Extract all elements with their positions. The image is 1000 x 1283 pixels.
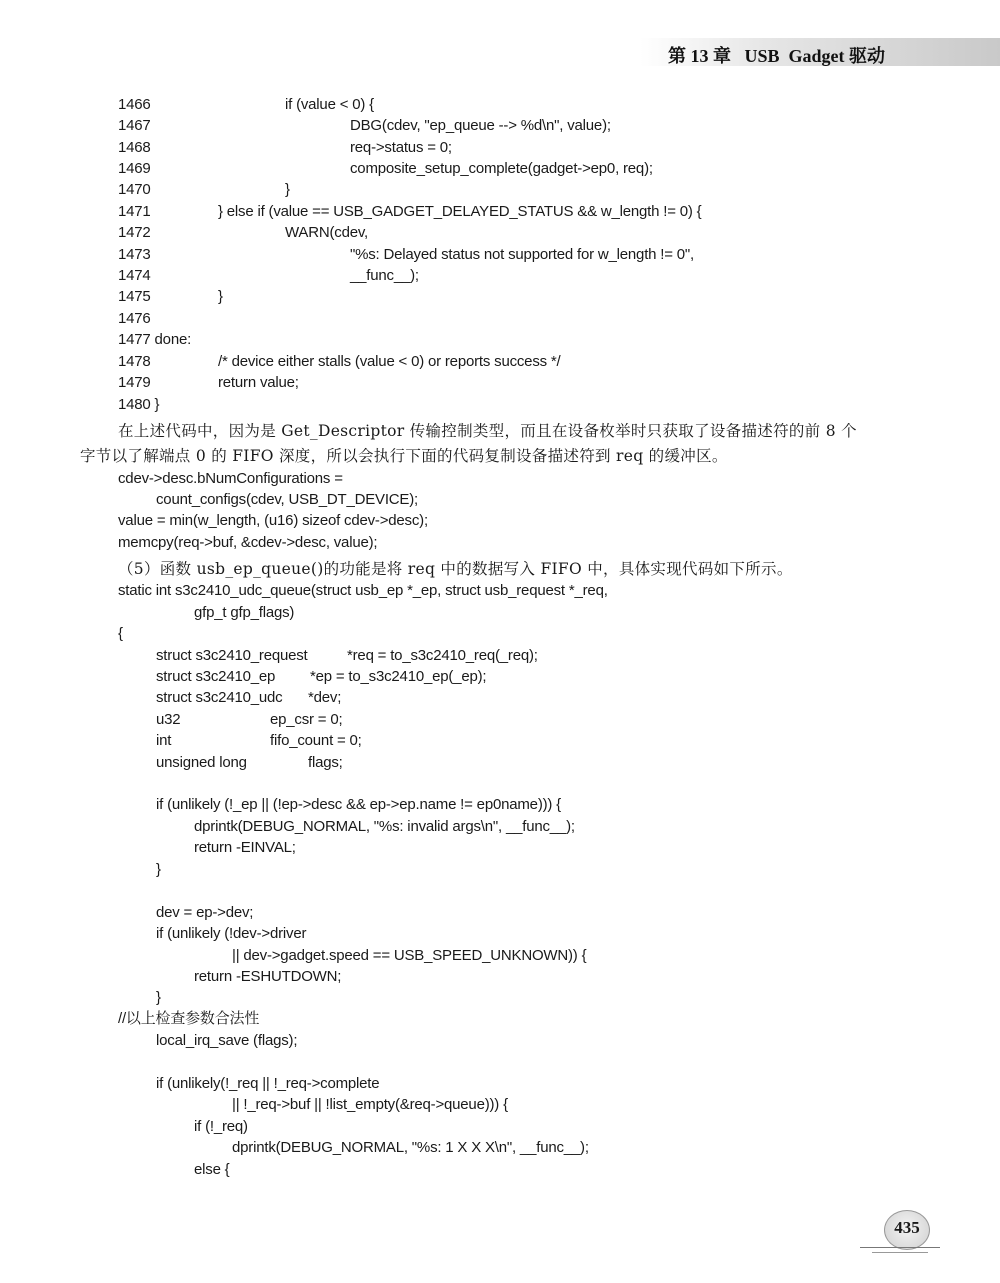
code-line: cdev->desc.bNumConfigurations = <box>118 470 343 487</box>
paragraph-line: 字节以了解端点 0 的 FIFO 深度，所以会执行下面的代码复制设备描述符到 req 的缓冲区。 <box>80 447 728 465</box>
code-line: || !_req->buf || !list_empty(&req->queue))) { <box>232 1096 508 1113</box>
code-line: "%s: Delayed status not supported for w_length != 0", <box>350 246 695 263</box>
line-number: 1467 <box>118 117 151 134</box>
line-number: 1480 } <box>118 396 160 413</box>
page-number: 435 <box>894 1218 920 1237</box>
code-line: dprintk(DEBUG_NORMAL, "%s: 1 X X X\n", __func__); <box>232 1139 589 1156</box>
line-number: 1476 <box>118 310 151 327</box>
line-number: 1473 <box>118 246 151 263</box>
code-line: else { <box>194 1161 230 1178</box>
line-number: 1472 <box>118 224 151 241</box>
code-line: value = min(w_length, (u16) sizeof cdev->desc); <box>118 512 428 529</box>
code-line: struct s3c2410_udc <box>156 689 283 706</box>
code-line: } else if (value == USB_GADGET_DELAYED_STATUS && w_length != 0) { <box>218 203 702 220</box>
code-line: dev = ep->dev; <box>156 904 254 921</box>
code-line: { <box>118 625 123 642</box>
code-line: return -EINVAL; <box>194 839 296 856</box>
code-line: memcpy(req->buf, &cdev->desc, value); <box>118 534 378 551</box>
code-line: unsigned long <box>156 754 247 771</box>
code-line: ep_csr = 0; <box>270 711 343 728</box>
code-line: } <box>218 288 223 305</box>
line-number: 1474 <box>118 267 151 284</box>
code-line: gfp_t gfp_flags) <box>194 604 295 621</box>
chapter-header-title: 第 13 章 USB Gadget 驱动 <box>668 46 886 66</box>
code-line: dprintk(DEBUG_NORMAL, "%s: invalid args\n", __func__); <box>194 818 575 835</box>
code-line: if (value < 0) { <box>285 96 374 113</box>
code-line: } <box>156 989 161 1006</box>
line-number: 1478 <box>118 353 151 370</box>
line-number: 1477 done: <box>118 331 192 348</box>
code-line: if (!_req) <box>194 1118 248 1135</box>
line-number: 1475 <box>118 288 151 305</box>
line-number: 1470 <box>118 181 151 198</box>
code-line: fifo_count = 0; <box>270 732 362 749</box>
code-line: static int s3c2410_udc_queue(struct usb_ep *_ep, struct usb_request *_req, <box>118 582 608 599</box>
code-line: __func__); <box>350 267 419 284</box>
code-line: int <box>156 732 172 749</box>
line-number: 1471 <box>118 203 151 220</box>
code-line: count_configs(cdev, USB_DT_DEVICE); <box>156 491 418 508</box>
code-line: local_irq_save (flags); <box>156 1032 298 1049</box>
code-line: if (unlikely (!_ep || (!ep->desc && ep->ep.name != ep0name))) { <box>156 796 561 813</box>
code-line: struct s3c2410_request <box>156 647 308 664</box>
line-number: 1468 <box>118 139 151 156</box>
code-line: *req = to_s3c2410_req(_req); <box>347 647 538 664</box>
code-line: if (unlikely (!dev->driver <box>156 925 307 942</box>
code-line: DBG(cdev, "ep_queue --> %d\n", value); <box>350 117 611 134</box>
code-line: || dev->gadget.speed == USB_SPEED_UNKNOWN)) { <box>232 947 587 964</box>
code-line: return value; <box>218 374 299 391</box>
code-line: } <box>285 181 290 198</box>
line-number: 1469 <box>118 160 151 177</box>
code-line: req->status = 0; <box>350 139 452 156</box>
code-line: struct s3c2410_ep <box>156 668 276 685</box>
line-number: 1479 <box>118 374 151 391</box>
code-line: composite_setup_complete(gadget->ep0, req); <box>350 160 653 177</box>
code-line: //以上检查参数合法性 <box>118 1010 260 1027</box>
code-line: return -ESHUTDOWN; <box>194 968 342 985</box>
line-number: 1466 <box>118 96 151 113</box>
code-line: WARN(cdev, <box>285 224 369 241</box>
code-line: flags; <box>308 754 343 771</box>
page-number-underline <box>872 1252 928 1253</box>
code-line: if (unlikely(!_req || !_req->complete <box>156 1075 380 1092</box>
paragraph-line: 在上述代码中，因为是 Get_Descriptor 传输控制类型，而且在设备枚举时只获取了设备描述符的前 8 个 <box>118 422 857 440</box>
code-line: *dev; <box>308 689 342 706</box>
code-line: /* device either stalls (value < 0) or reports success */ <box>218 353 561 370</box>
code-line: u32 <box>156 711 181 728</box>
code-line: } <box>156 861 161 878</box>
code-line: *ep = to_s3c2410_ep(_ep); <box>310 668 487 685</box>
paragraph-line: （5）函数 usb_ep_queue()的功能是将 req 中的数据写入 FIFO 中，具体实现代码如下所示。 <box>118 560 793 578</box>
page-number-underline <box>860 1247 940 1248</box>
